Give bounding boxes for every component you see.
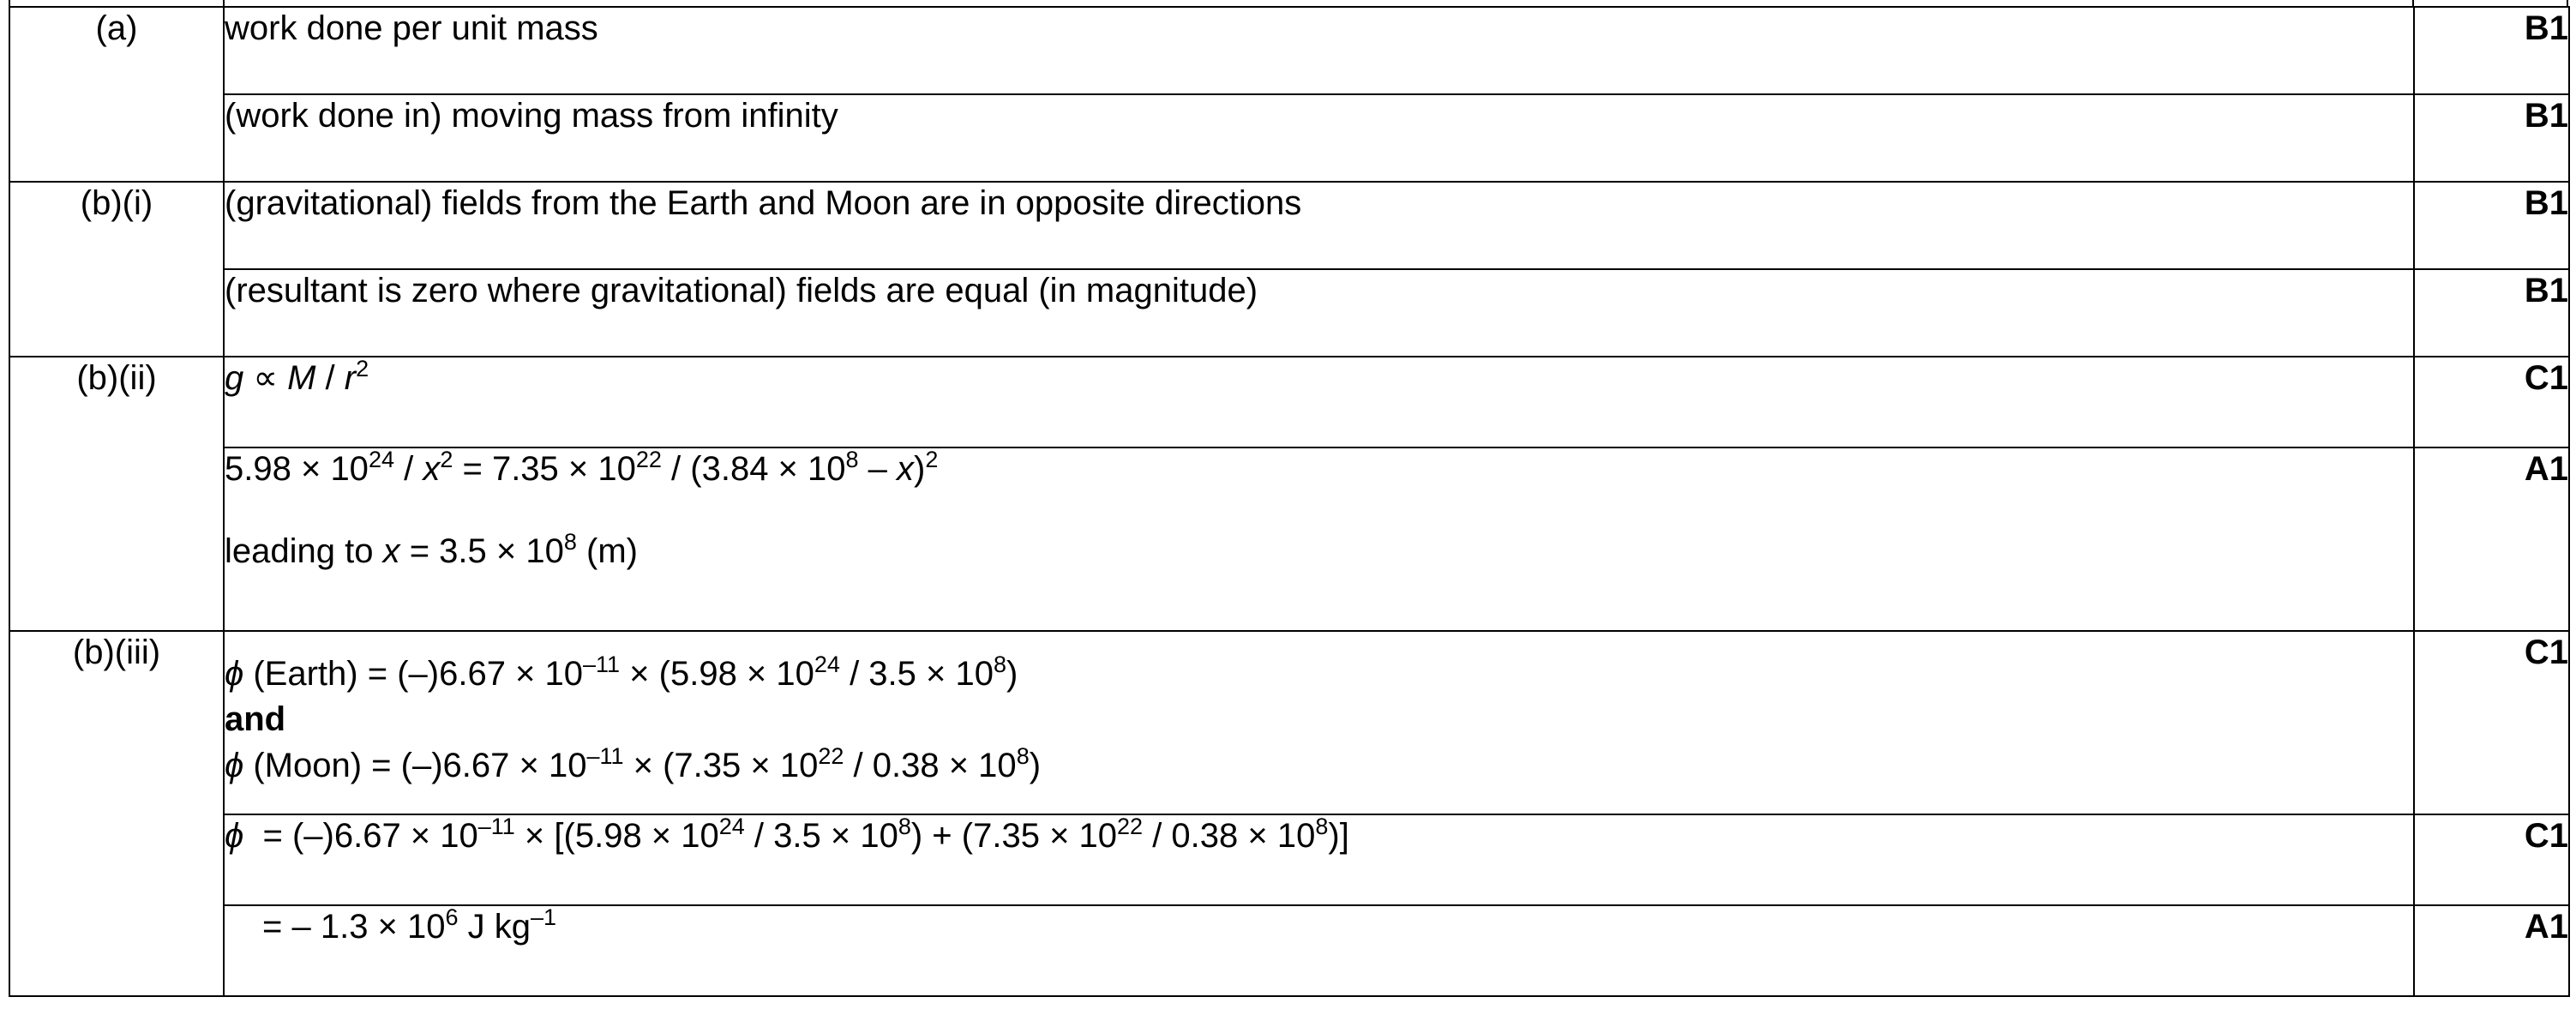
question-number: (b)(i) xyxy=(9,182,224,357)
table-row xyxy=(9,182,2569,269)
answer-text: (gravitational) fields from the Earth and Moon are in opposite directions xyxy=(224,182,2414,269)
question-number: (b)(ii) xyxy=(9,357,224,631)
table-row xyxy=(9,447,2569,631)
mark-code: B1 xyxy=(2414,182,2569,269)
table-row xyxy=(9,631,2569,814)
answer-text: work done per unit mass xyxy=(224,7,2414,94)
table-top-edge xyxy=(9,0,2568,6)
answer-equation: $g \propto M / r^2$ xyxy=(224,357,2414,447)
equation-line: ϕ (Earth) = $(-)6.67 \times 10^{-11} \times (5.98 \times 10^{24} / 3.5 \times 10^8)$ xyxy=(225,652,1018,693)
table-row xyxy=(9,7,2569,94)
table-row xyxy=(9,814,2569,905)
table-row xyxy=(9,269,2569,357)
equation-line: leading to $x = 3.5 \times 10^8$ (m) xyxy=(225,529,638,570)
table-row xyxy=(9,905,2569,996)
mark-code: A1 xyxy=(2414,905,2569,996)
mark-code: B1 xyxy=(2414,269,2569,357)
and-connector: and xyxy=(225,700,286,738)
mark-scheme-table xyxy=(9,6,2570,997)
equation-line: $5.98 \times 10^{24} / x^2 = 7.35 \times 10^{22} / (3.84 \times 10^8 - x)^2$ xyxy=(225,447,939,488)
answer-equation: $\phi = (-)6.67 \times 10^{-11} \times [(5.98 \times 10^{24} / 3.5 \times 10^8) + (7.35 \times 10^{22} / 0.38 \times 10^8)]$ xyxy=(224,814,2414,905)
equation-line: ϕ (Moon) = $(-)6.67 \times 10^{-11} \times (7.35 \times 10^{22} / 0.38 \times 10^8)$ xyxy=(225,743,1042,784)
question-number: (a) xyxy=(9,7,224,182)
answer-equation xyxy=(224,447,2414,631)
mark-code: A1 xyxy=(2414,447,2569,631)
mark-code: C1 xyxy=(2414,357,2569,447)
answer-equation: = – $1.3 \times 10^6$ J $kg^{-1}$ xyxy=(224,905,2414,996)
mark-code: B1 xyxy=(2414,7,2569,94)
table-row xyxy=(9,357,2569,447)
answer-text: (resultant is zero where gravitational) fields are equal (in magnitude) xyxy=(224,269,2414,357)
question-number: (b)(iii) xyxy=(9,631,224,996)
answer-equation xyxy=(224,631,2414,814)
answer-text: (work done in) moving mass from infinity xyxy=(224,94,2414,182)
mark-code: C1 xyxy=(2414,631,2569,814)
table-row xyxy=(9,94,2569,182)
mark-code: C1 xyxy=(2414,814,2569,905)
mark-code: B1 xyxy=(2414,94,2569,182)
